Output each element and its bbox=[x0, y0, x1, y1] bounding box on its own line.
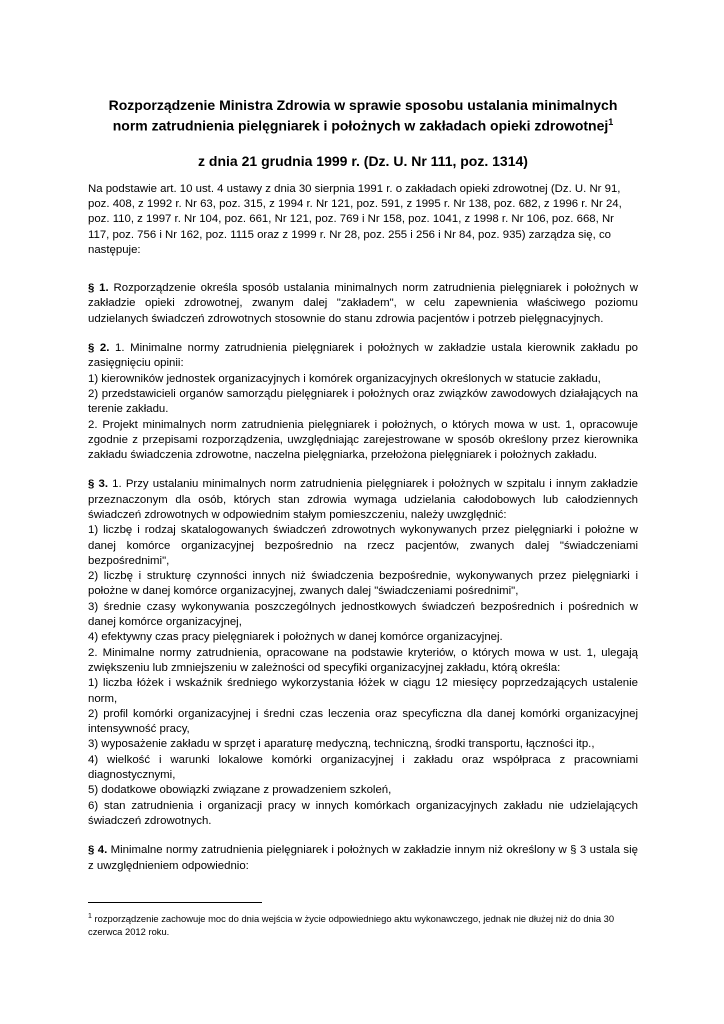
section-3-mark: § 3. bbox=[88, 478, 108, 491]
document-body bbox=[88, 97, 638, 874]
section-3-criterion-6: 6) stan zatrudnienia i organizacji pracy w innych komórkach organizacyjnych zakładu nie udzielających świadczeń zdrowotnych. bbox=[88, 799, 638, 827]
section-3-criterion-3: 3) wyposażenie zakładu w sprzęt i aparaturę medyczną, techniczną, środki transportu, łączności itp., bbox=[88, 738, 595, 751]
title-line-2: norm zatrudnienia pielęgniarek i położnych w zakładach opieki zdrowotnej bbox=[112, 117, 609, 134]
footnote-divider bbox=[88, 902, 262, 903]
section-2-item-1: 1) kierowników jednostek organizacyjnych i komórek organizacyjnych określonych w statucie zakładu, bbox=[88, 372, 601, 385]
section-3-item-4: 4) efektywny czas pracy pielęgniarek i położnych w danej komórce organizacyjnej. bbox=[88, 631, 503, 644]
section-2-para-1 bbox=[88, 341, 638, 372]
title-footnote-mark: 1 bbox=[608, 117, 614, 127]
section-2-text: 1. Minimalne normy zatrudnienia pielęgniarek i położnych w zakładzie ustala kierownik zakładu po zasięgnięciu opinii: bbox=[88, 342, 638, 370]
section-4 bbox=[88, 843, 638, 874]
section-4-text: Minimalne normy zatrudnienia pielęgniarek i położnych w zakładzie innym niż określony w § 3 ustala się z uwzględnieniem odpowiednio: bbox=[88, 844, 638, 872]
section-2-item-2: 2) przedstawicieli organów samorządu pielęgniarek i położnych oraz związków zawodowych działających na terenie zakładu. bbox=[88, 387, 638, 416]
section-3-criterion-2: 2) profil komórki organizacyjnej i średni czas leczenia oraz specyficzna dla danej komórki organizacyjnej intensywność pracy, bbox=[88, 707, 638, 736]
section-3-criterion-1: 1) liczba łóżek i wskaźnik średniego wykorzystania łóżek w ciągu 12 miesięcy poprzedzających ustalenie norm, bbox=[88, 677, 638, 705]
document-title bbox=[88, 97, 638, 135]
section-2-para-2: 2. Projekt minimalnych norm zatrudnienia pielęgniarek i położnych, o których mowa w ust. 1, opracowuje zgodnie z przepisami rozporządzenia, uwzględniając zarejestrowane w sposób określony przez kierownika zakładu świadczenia zdrowotne, naczelna pielęgniarka, przełożona pielęgniarek i położnych zakładu. bbox=[88, 418, 638, 462]
section-3-criterion-5: 5) dodatkowe obowiązki związane z prowadzeniem szkoleń, bbox=[88, 784, 392, 797]
section-3-criterion-4: 4) wielkość i warunki lokalowe komórki organizacyjnej i zakładu oraz współpraca z pracowniami diagnostycznymi, bbox=[88, 753, 638, 782]
section-2-mark: § 2. bbox=[88, 342, 110, 355]
section-1-text: Rozporządzenie określa sposób ustalania minimalnych norm zatrudnienia pielęgniarek i położnych w zakładzie opieki zdrowotnej, zwanym dalej "zakładem", w celu zapewnienia właściwego poziomu udzielanych świadczeń zdrowotnych stosownie do stanu zdrowia pacjentów i potrzeb pielęgnacyjnych. bbox=[88, 282, 638, 325]
section-3-item-2: 2) liczbę i strukturę czynności innych niż świadczenia bezpośrednie, wykonywanych przez pielęgniarki i położne w danej komórce organizacyjnej, zwanych dalej "świadczeniami pośrednimi", bbox=[88, 570, 638, 598]
section-3-para-2: 2. Minimalne normy zatrudnienia, opracowane na podstawie kryteriów, o których mowa w ust. 1, ulegają zwiększeniu lub zmniejszeniu w zależności od specyfiki organizacyjnej zakładu, którą określa: bbox=[88, 646, 638, 674]
title-line-1: Rozporządzenie Ministra Zdrowia w sprawie sposobu ustalania minimalnych bbox=[108, 97, 618, 113]
footnote-mark: 1 bbox=[88, 913, 92, 920]
section-3-item-3: 3) średnie czasy wykonywania poszczególnych jednostkowych świadczeń bezpośrednich i pośrednich w danej komórce organizacyjnej, bbox=[88, 600, 638, 629]
section-4-mark: § 4. bbox=[88, 844, 108, 857]
section-1 bbox=[88, 281, 638, 327]
legal-basis: Na podstawie art. 10 ust. 4 ustawy z dnia 30 sierpnia 1991 r. o zakładach opieki zdrowotnej (Dz. U. Nr 91, poz. 408, z 1992 r. Nr 63, poz. 315, z 1994 r. Nr 121, poz. 591, z 1995 r. Nr 138, poz. 682, z 1996 r. Nr 24, poz. 110, z 1997 r. Nr 104, poz. 661, Nr 121, poz. 769 i Nr 158, poz. 1041, z 1998 r. Nr 106, poz. 668, Nr 117, poz. 756 i Nr 162, poz. 1115 oraz z 1999 r. Nr 28, poz. 255 i 256 i Nr 84, poz. 935) zarządza się, co następuje: bbox=[88, 182, 622, 256]
footnote-text: rozporządzenie zachowuje moc do dnia wejścia w życie odpowiedniego aktu wykonawczego, jednak nie dłużej niż do dnia 30 czerwca 2012 roku. bbox=[88, 913, 615, 938]
section-3-text: 1. Przy ustalaniu minimalnych norm zatrudnienia pielęgniarek i położnych w szpitalu i innym zakładzie przeznaczonym dla osób, których stan zdrowia wymaga udzielania całodobowych lub całodziennych świadczeń zdrowotnych w odpowiednim stałym pomieszczeniu, należy uwzględnić: bbox=[88, 478, 638, 521]
section-3-item-1: 1) liczbę i rodzaj skatalogowanych świadczeń zdrowotnych wykonywanych przez pielęgniarki i położne w danej komórce organizacyjnej bezpośrednio na rzecz pacjentów, zwanych dalej "świadczeniami bezpośrednimi", bbox=[88, 524, 638, 567]
footnote bbox=[88, 910, 638, 938]
section-1-mark: § 1. bbox=[88, 282, 109, 295]
document-date: z dnia 21 grudnia 1999 r. (Dz. U. Nr 111, poz. 1314) bbox=[198, 152, 528, 169]
section-3-para-1 bbox=[88, 477, 638, 523]
